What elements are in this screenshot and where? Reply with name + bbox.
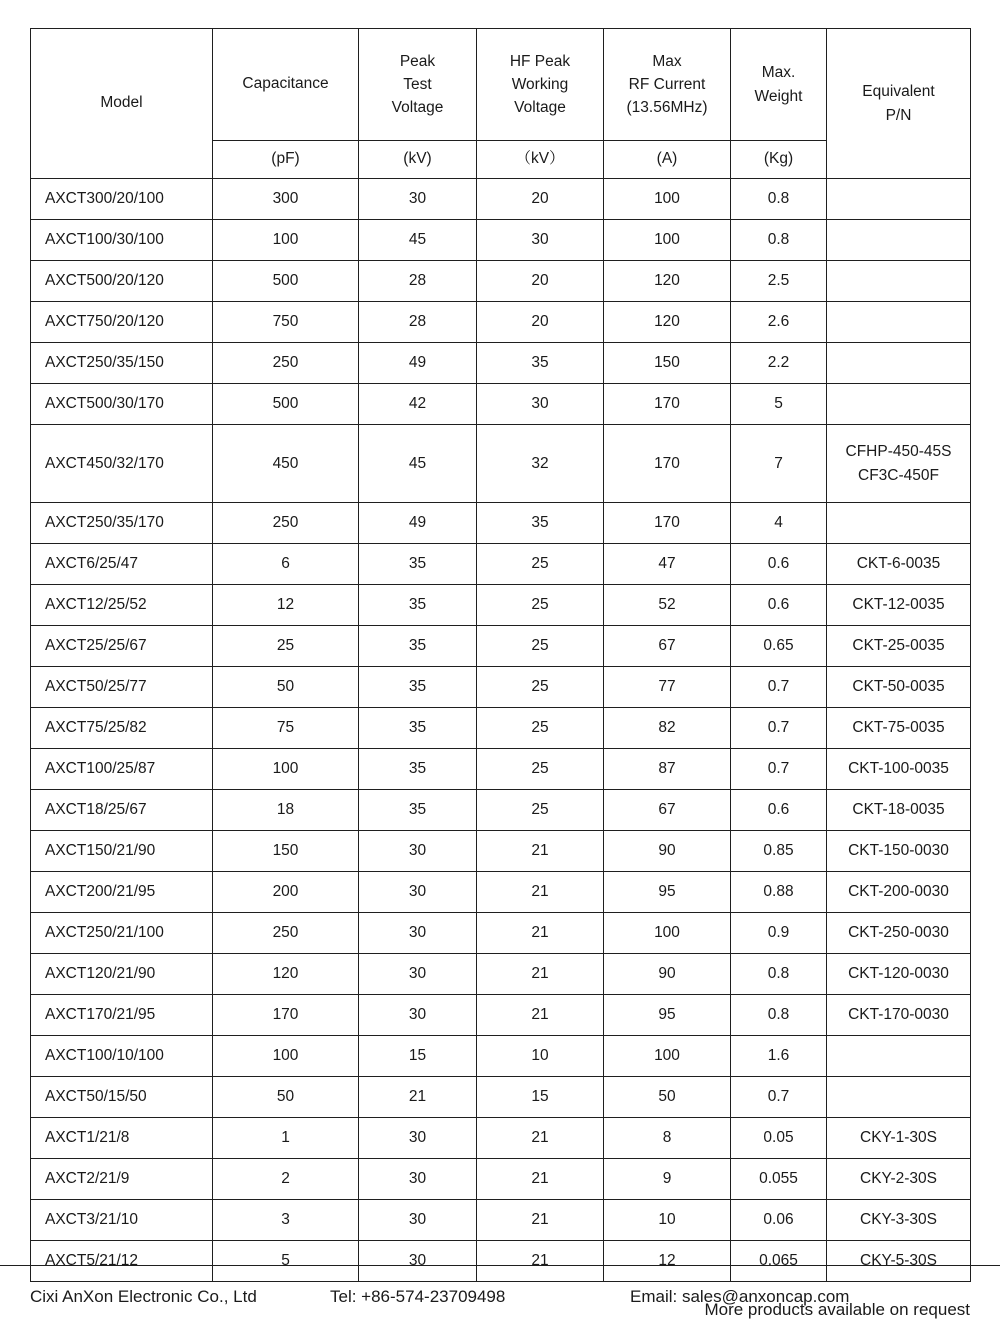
- cell-model: AXCT50/15/50: [31, 1077, 213, 1118]
- column-header-peak-test-voltage: [359, 29, 477, 141]
- cell-max-rf-current: 170: [604, 384, 731, 425]
- cell-equivalent-pn: [827, 179, 971, 220]
- table-row: [31, 585, 971, 626]
- cell-capacitance: 250: [213, 503, 359, 544]
- equivalent-pn-value: CKT-18-0035: [852, 801, 945, 819]
- cell-hf-peak-working-voltage: 20: [477, 261, 604, 302]
- equivalent-pn-value: CKT-120-0030: [848, 965, 949, 983]
- cell-peak-test-voltage: 15: [359, 1036, 477, 1077]
- cell-peak-test-voltage: 30: [359, 913, 477, 954]
- footer-telephone: Tel: +86-574-23709498: [330, 1287, 506, 1306]
- cell-model: AXCT25/25/67: [31, 626, 213, 667]
- cell-max-rf-current: 90: [604, 954, 731, 995]
- cell-hf-peak-working-voltage: 21: [477, 1118, 604, 1159]
- cell-equivalent-pn: [827, 585, 971, 626]
- cell-max-rf-current: 95: [604, 872, 731, 913]
- footer-company: Cixi AnXon Electronic Co., Ltd: [30, 1287, 257, 1306]
- equivalent-pn-value: CKT-250-0030: [848, 924, 949, 942]
- cell-max-rf-current: 100: [604, 913, 731, 954]
- column-header-model: Model: [31, 29, 213, 179]
- cell-peak-test-voltage: 45: [359, 220, 477, 261]
- table-row: [31, 343, 971, 384]
- table-row: [31, 790, 971, 831]
- cell-hf-peak-working-voltage: 25: [477, 790, 604, 831]
- cell-max-weight: 0.6: [731, 585, 827, 626]
- cell-hf-peak-working-voltage: 25: [477, 626, 604, 667]
- cell-hf-peak-working-voltage: 30: [477, 220, 604, 261]
- cell-model: AXCT18/25/67: [31, 790, 213, 831]
- cell-peak-test-voltage: 30: [359, 1200, 477, 1241]
- cell-hf-peak-working-voltage: 25: [477, 585, 604, 626]
- cell-capacitance: 25: [213, 626, 359, 667]
- cell-model: AXCT100/25/87: [31, 749, 213, 790]
- column-header-max-rf-current: [604, 29, 731, 141]
- cell-hf-peak-working-voltage: 30: [477, 384, 604, 425]
- cell-hf-peak-working-voltage: 20: [477, 302, 604, 343]
- cell-peak-test-voltage: 35: [359, 667, 477, 708]
- cell-peak-test-voltage: 30: [359, 831, 477, 872]
- cell-peak-test-voltage: 35: [359, 585, 477, 626]
- cell-capacitance: 6: [213, 544, 359, 585]
- cell-max-weight: 0.7: [731, 708, 827, 749]
- table-body: [31, 179, 971, 1282]
- cell-model: AXCT1/21/8: [31, 1118, 213, 1159]
- cell-max-rf-current: 100: [604, 220, 731, 261]
- header-line: Peak: [399, 52, 436, 70]
- cell-model: AXCT100/10/100: [31, 1036, 213, 1077]
- cell-hf-peak-working-voltage: 21: [477, 954, 604, 995]
- cell-capacitance: 1: [213, 1118, 359, 1159]
- cell-equivalent-pn: [827, 1200, 971, 1241]
- equivalent-pn-value: CFHP-450-45S: [845, 443, 952, 461]
- column-header-equivalent-pn: [827, 29, 971, 179]
- cell-max-weight: 0.65: [731, 626, 827, 667]
- cell-capacitance: 300: [213, 179, 359, 220]
- cell-max-weight: 2.2: [731, 343, 827, 384]
- cell-equivalent-pn: [827, 261, 971, 302]
- table-row: [31, 1036, 971, 1077]
- cell-peak-test-voltage: 42: [359, 384, 477, 425]
- cell-capacitance: 500: [213, 261, 359, 302]
- cell-peak-test-voltage: 30: [359, 1241, 477, 1282]
- cell-hf-peak-working-voltage: 21: [477, 872, 604, 913]
- cell-equivalent-pn: [827, 667, 971, 708]
- cell-peak-test-voltage: 45: [359, 425, 477, 503]
- cell-hf-peak-working-voltage: 35: [477, 343, 604, 384]
- header-line: RF Current: [628, 75, 706, 93]
- cell-max-weight: 4: [731, 503, 827, 544]
- column-header-hf-peak-working-voltage: [477, 29, 604, 141]
- unit-capacitance: (pF): [213, 141, 359, 179]
- table-row: [31, 261, 971, 302]
- table-row: [31, 626, 971, 667]
- equivalent-pn-value: CKT-50-0035: [852, 678, 945, 696]
- cell-hf-peak-working-voltage: 10: [477, 1036, 604, 1077]
- table-row: [31, 1077, 971, 1118]
- equivalent-pn-value: CKY-2-30S: [860, 1170, 937, 1188]
- equivalent-pn-value: CKY-5-30S: [860, 1252, 937, 1270]
- cell-capacitance: 75: [213, 708, 359, 749]
- cell-peak-test-voltage: 30: [359, 1118, 477, 1159]
- cell-equivalent-pn: [827, 544, 971, 585]
- cell-peak-test-voltage: 30: [359, 995, 477, 1036]
- cell-model: AXCT100/30/100: [31, 220, 213, 261]
- equivalent-pn-value: CKT-25-0035: [852, 637, 945, 655]
- table-row: [31, 1159, 971, 1200]
- cell-model: AXCT500/30/170: [31, 384, 213, 425]
- header-line: (13.56MHz): [626, 99, 708, 117]
- cell-max-weight: 0.8: [731, 954, 827, 995]
- cell-capacitance: 170: [213, 995, 359, 1036]
- cell-model: AXCT2/21/9: [31, 1159, 213, 1200]
- unit-peak-test-voltage: (kV): [359, 141, 477, 179]
- table-row: [31, 384, 971, 425]
- cell-model: AXCT120/21/90: [31, 954, 213, 995]
- cell-model: AXCT250/35/150: [31, 343, 213, 384]
- equivalent-pn-value: CF3C-450F: [858, 466, 939, 484]
- cell-max-rf-current: 87: [604, 749, 731, 790]
- table-row: [31, 708, 971, 749]
- cell-peak-test-voltage: 30: [359, 1159, 477, 1200]
- cell-peak-test-voltage: 35: [359, 626, 477, 667]
- cell-capacitance: 2: [213, 1159, 359, 1200]
- equivalent-pn-value: CKT-12-0035: [852, 596, 945, 614]
- cell-hf-peak-working-voltage: 20: [477, 179, 604, 220]
- cell-max-rf-current: 170: [604, 503, 731, 544]
- cell-capacitance: 750: [213, 302, 359, 343]
- table-row: [31, 1200, 971, 1241]
- cell-capacitance: 100: [213, 749, 359, 790]
- cell-peak-test-voltage: 35: [359, 544, 477, 585]
- cell-capacitance: 200: [213, 872, 359, 913]
- cell-capacitance: 500: [213, 384, 359, 425]
- cell-max-rf-current: 47: [604, 544, 731, 585]
- cell-capacitance: 150: [213, 831, 359, 872]
- page-footer: [0, 1266, 1000, 1328]
- cell-max-rf-current: 100: [604, 179, 731, 220]
- cell-peak-test-voltage: 28: [359, 302, 477, 343]
- cell-peak-test-voltage: 35: [359, 708, 477, 749]
- cell-max-weight: 0.9: [731, 913, 827, 954]
- cell-max-rf-current: 120: [604, 302, 731, 343]
- cell-capacitance: 120: [213, 954, 359, 995]
- header-line: Max.: [761, 64, 796, 82]
- cell-max-rf-current: 82: [604, 708, 731, 749]
- cell-peak-test-voltage: 28: [359, 261, 477, 302]
- table-row: [31, 425, 971, 503]
- cell-peak-test-voltage: 49: [359, 503, 477, 544]
- table-row: [31, 831, 971, 872]
- cell-max-rf-current: 100: [604, 1036, 731, 1077]
- equivalent-pn-value: CKT-200-0030: [848, 883, 949, 901]
- cell-model: AXCT170/21/95: [31, 995, 213, 1036]
- cell-max-weight: 0.8: [731, 179, 827, 220]
- table-header: [31, 29, 971, 179]
- cell-model: AXCT50/25/77: [31, 667, 213, 708]
- cell-hf-peak-working-voltage: 25: [477, 544, 604, 585]
- cell-max-weight: 0.06: [731, 1200, 827, 1241]
- cell-hf-peak-working-voltage: 21: [477, 913, 604, 954]
- cell-max-weight: 0.7: [731, 667, 827, 708]
- cell-max-rf-current: 90: [604, 831, 731, 872]
- cell-equivalent-pn: [827, 708, 971, 749]
- cell-equivalent-pn: [827, 872, 971, 913]
- cell-equivalent-pn: [827, 343, 971, 384]
- cell-equivalent-pn: [827, 220, 971, 261]
- header-line: Test: [403, 75, 432, 93]
- cell-equivalent-pn: [827, 503, 971, 544]
- cell-equivalent-pn: [827, 995, 971, 1036]
- column-header-capacitance: Capacitance: [213, 29, 359, 141]
- cell-max-rf-current: 10: [604, 1200, 731, 1241]
- cell-max-weight: 0.7: [731, 749, 827, 790]
- table-row: [31, 503, 971, 544]
- column-header-max-weight: [731, 29, 827, 141]
- cell-max-rf-current: 67: [604, 626, 731, 667]
- cell-equivalent-pn: [827, 749, 971, 790]
- cell-model: AXCT200/21/95: [31, 872, 213, 913]
- cell-max-weight: 0.065: [731, 1241, 827, 1282]
- cell-equivalent-pn: [827, 1159, 971, 1200]
- equivalent-pn-value: CKT-75-0035: [852, 719, 945, 737]
- header-line: Voltage: [514, 99, 566, 117]
- cell-peak-test-voltage: 49: [359, 343, 477, 384]
- cell-model: AXCT6/25/47: [31, 544, 213, 585]
- cell-hf-peak-working-voltage: 21: [477, 831, 604, 872]
- cell-equivalent-pn: [827, 1118, 971, 1159]
- table-row: [31, 220, 971, 261]
- cell-equivalent-pn: [827, 384, 971, 425]
- cell-max-weight: 0.05: [731, 1118, 827, 1159]
- cell-capacitance: 50: [213, 667, 359, 708]
- cell-equivalent-pn: [827, 1077, 971, 1118]
- cell-max-weight: 0.055: [731, 1159, 827, 1200]
- cell-max-weight: 0.6: [731, 544, 827, 585]
- unit-hf-peak-working-voltage: （kV）: [477, 141, 604, 179]
- cell-max-weight: 2.5: [731, 261, 827, 302]
- cell-max-rf-current: 150: [604, 343, 731, 384]
- cell-peak-test-voltage: 21: [359, 1077, 477, 1118]
- cell-equivalent-pn: [827, 302, 971, 343]
- cell-peak-test-voltage: 30: [359, 954, 477, 995]
- cell-max-weight: 1.6: [731, 1036, 827, 1077]
- cell-max-weight: 2.6: [731, 302, 827, 343]
- table-row: [31, 1118, 971, 1159]
- equivalent-pn-value: CKY-1-30S: [860, 1129, 937, 1147]
- equivalent-pn-value: CKT-150-0030: [848, 842, 949, 860]
- equivalent-pn-value: CKT-6-0035: [856, 555, 941, 573]
- cell-capacitance: 50: [213, 1077, 359, 1118]
- equivalent-pn-value: CKY-3-30S: [860, 1211, 937, 1229]
- cell-capacitance: 250: [213, 913, 359, 954]
- cell-hf-peak-working-voltage: 25: [477, 667, 604, 708]
- cell-capacitance: 100: [213, 220, 359, 261]
- cell-equivalent-pn: [827, 1036, 971, 1077]
- cell-max-rf-current: 67: [604, 790, 731, 831]
- cell-max-weight: 0.6: [731, 790, 827, 831]
- cell-max-weight: 7: [731, 425, 827, 503]
- header-line: Max: [652, 52, 682, 70]
- cell-capacitance: 250: [213, 343, 359, 384]
- header-line: Working: [511, 75, 569, 93]
- cell-max-rf-current: 50: [604, 1077, 731, 1118]
- cell-capacitance: 12: [213, 585, 359, 626]
- header-line: P/N: [885, 106, 912, 124]
- table-row: [31, 667, 971, 708]
- unit-max-weight: (Kg): [731, 141, 827, 179]
- cell-capacitance: 18: [213, 790, 359, 831]
- table-row: [31, 913, 971, 954]
- table-row: [31, 302, 971, 343]
- cell-max-rf-current: 8: [604, 1118, 731, 1159]
- cell-capacitance: 3: [213, 1200, 359, 1241]
- cell-hf-peak-working-voltage: 21: [477, 1200, 604, 1241]
- cell-max-rf-current: 9: [604, 1159, 731, 1200]
- cell-peak-test-voltage: 30: [359, 179, 477, 220]
- cell-model: AXCT250/21/100: [31, 913, 213, 954]
- table-row: [31, 544, 971, 585]
- cell-equivalent-pn: [827, 626, 971, 667]
- cell-model: AXCT150/21/90: [31, 831, 213, 872]
- cell-model: AXCT3/21/10: [31, 1200, 213, 1241]
- table-row: [31, 179, 971, 220]
- header-line: Voltage: [391, 99, 444, 117]
- cell-equivalent-pn: [827, 831, 971, 872]
- cell-max-weight: 0.85: [731, 831, 827, 872]
- equivalent-pn-value: CKT-170-0030: [848, 1006, 949, 1024]
- cell-hf-peak-working-voltage: 35: [477, 503, 604, 544]
- cell-hf-peak-working-voltage: 21: [477, 1159, 604, 1200]
- table-row: [31, 749, 971, 790]
- cell-model: AXCT75/25/82: [31, 708, 213, 749]
- table-row: [31, 995, 971, 1036]
- cell-hf-peak-working-voltage: 21: [477, 1241, 604, 1282]
- cell-model: AXCT250/35/170: [31, 503, 213, 544]
- cell-max-weight: 0.7: [731, 1077, 827, 1118]
- note-text: More products available on request: [704, 1300, 970, 1319]
- cell-capacitance: 100: [213, 1036, 359, 1077]
- cell-peak-test-voltage: 35: [359, 749, 477, 790]
- cell-max-weight: 0.8: [731, 995, 827, 1036]
- cell-max-rf-current: 77: [604, 667, 731, 708]
- cell-max-rf-current: 12: [604, 1241, 731, 1282]
- cell-hf-peak-working-voltage: 32: [477, 425, 604, 503]
- cell-max-rf-current: 120: [604, 261, 731, 302]
- cell-model: AXCT500/20/120: [31, 261, 213, 302]
- cell-hf-peak-working-voltage: 25: [477, 708, 604, 749]
- cell-model: AXCT300/20/100: [31, 179, 213, 220]
- cell-peak-test-voltage: 35: [359, 790, 477, 831]
- cell-capacitance: 5: [213, 1241, 359, 1282]
- cell-hf-peak-working-voltage: 15: [477, 1077, 604, 1118]
- unit-max-rf-current: (A): [604, 141, 731, 179]
- cell-equivalent-pn: [827, 790, 971, 831]
- equivalent-pn-value: CKT-100-0035: [848, 760, 949, 778]
- cell-hf-peak-working-voltage: 25: [477, 749, 604, 790]
- header-line: Equivalent: [862, 83, 935, 101]
- cell-capacitance: 450: [213, 425, 359, 503]
- cell-equivalent-pn: [827, 913, 971, 954]
- header-line: HF Peak: [509, 52, 571, 70]
- cell-model: AXCT750/20/120: [31, 302, 213, 343]
- footer-email: Email: sales@anxoncap.com: [630, 1287, 850, 1306]
- cell-equivalent-pn: [827, 954, 971, 995]
- table-row: [31, 872, 971, 913]
- cell-max-rf-current: 52: [604, 585, 731, 626]
- cell-max-weight: 0.88: [731, 872, 827, 913]
- cell-hf-peak-working-voltage: 21: [477, 995, 604, 1036]
- cell-model: AXCT12/25/52: [31, 585, 213, 626]
- cell-max-rf-current: 95: [604, 995, 731, 1036]
- cell-peak-test-voltage: 30: [359, 872, 477, 913]
- table-row: [31, 954, 971, 995]
- cell-model: AXCT5/21/12: [31, 1241, 213, 1282]
- cell-max-weight: 5: [731, 384, 827, 425]
- cell-equivalent-pn: [827, 425, 971, 503]
- specification-table: [30, 28, 971, 1282]
- cell-max-rf-current: 170: [604, 425, 731, 503]
- cell-model: AXCT450/32/170: [31, 425, 213, 503]
- header-line: Weight: [754, 87, 803, 105]
- cell-max-weight: 0.8: [731, 220, 827, 261]
